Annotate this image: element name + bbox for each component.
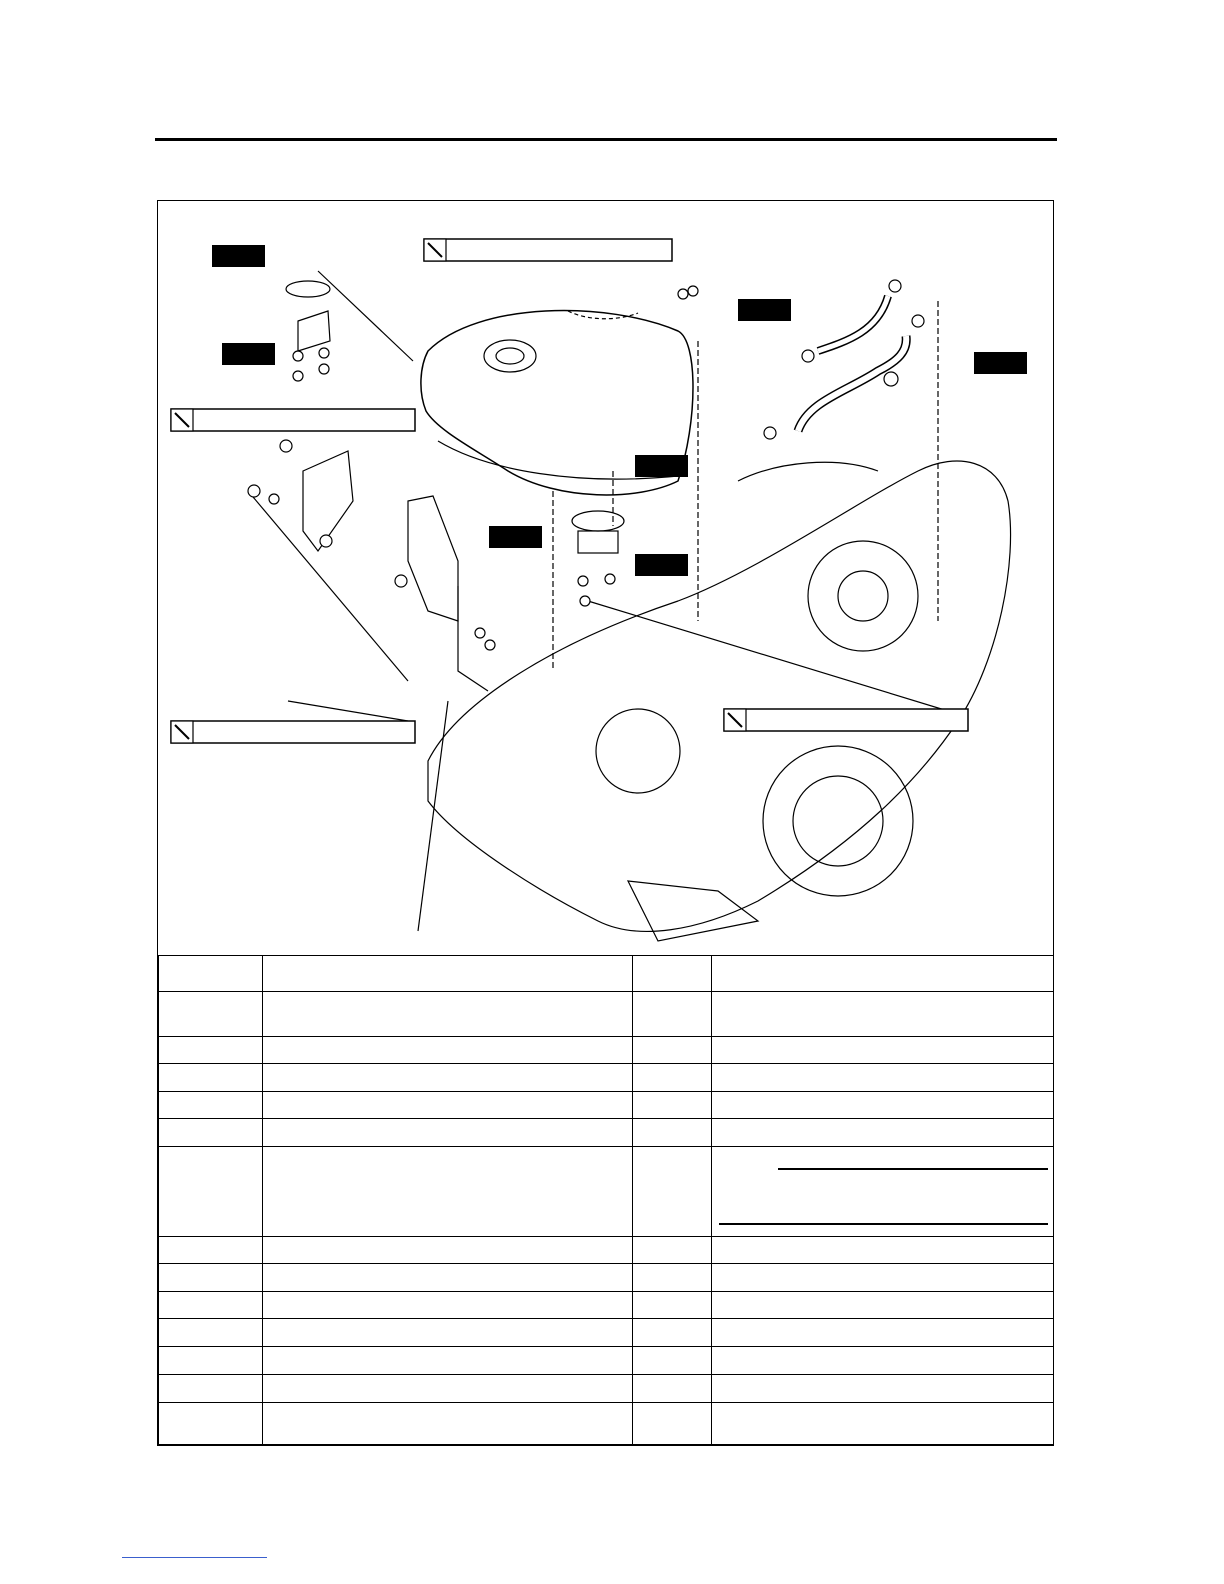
- exploded-view-svg: [158, 201, 1053, 955]
- table-cell: [263, 1037, 633, 1064]
- bolt: [248, 485, 260, 497]
- table-cell: [159, 1347, 263, 1375]
- table-cell: [263, 1292, 633, 1319]
- bolt: [688, 286, 698, 296]
- bolt: [578, 576, 588, 586]
- table-cell: [159, 1264, 263, 1292]
- table-row: [159, 1064, 1054, 1092]
- table-row: [159, 1037, 1054, 1064]
- tank-front-damper: [286, 281, 330, 297]
- bolt: [320, 535, 332, 547]
- footer-link-underline: [122, 1557, 267, 1558]
- fuel-cock-gasket: [572, 511, 624, 531]
- table-cell: [263, 1147, 633, 1237]
- rear-hub: [838, 571, 888, 621]
- table-cell: [712, 1375, 1054, 1403]
- table-cell: [712, 1092, 1054, 1119]
- table-cell: [263, 1264, 633, 1292]
- table-cell: [712, 1119, 1054, 1147]
- table-cell: [263, 1064, 633, 1092]
- table-cell: [712, 1037, 1054, 1064]
- table-row: [159, 1347, 1054, 1375]
- table-cell: [633, 1037, 712, 1064]
- hose-clamp: [884, 372, 898, 386]
- table-cell: [633, 1147, 712, 1237]
- table-cell: [712, 1347, 1054, 1375]
- parts-table: [158, 955, 1054, 1445]
- leader-line: [458, 586, 488, 691]
- table-cell: [159, 1292, 263, 1319]
- table-cell: [263, 1092, 633, 1119]
- fuel-breather-hose: [818, 296, 888, 351]
- torque-callout: [171, 409, 415, 431]
- table-cell: [159, 992, 263, 1037]
- table-cell: [712, 956, 1054, 992]
- bolt: [395, 575, 407, 587]
- hose-clamp: [764, 427, 776, 439]
- table-cell: [633, 1064, 712, 1092]
- bolt: [475, 628, 485, 638]
- leader-line: [248, 491, 408, 681]
- table-cell: [633, 1119, 712, 1147]
- leader-line: [418, 701, 448, 931]
- table-cell: [712, 1319, 1054, 1347]
- side-cover-inner: [408, 496, 458, 621]
- leader-line: [588, 601, 948, 711]
- table-row: [159, 992, 1054, 1037]
- bolt: [280, 440, 292, 452]
- bolt: [293, 351, 303, 361]
- table-cell: [633, 1292, 712, 1319]
- bolt: [269, 494, 279, 504]
- seat-outline: [738, 462, 878, 481]
- table-cell: [263, 992, 633, 1037]
- table-row: [159, 1264, 1054, 1292]
- table-cell: [712, 992, 1054, 1037]
- table-cell: [159, 1147, 263, 1237]
- label-box: [635, 455, 688, 477]
- bolt: [293, 371, 303, 381]
- torque-callout: [171, 721, 415, 743]
- table-cell: [633, 1264, 712, 1292]
- table-cell: [633, 1092, 712, 1119]
- table-cell: [712, 1264, 1054, 1292]
- hose-clamp: [802, 350, 814, 362]
- label-box: [635, 554, 688, 576]
- header-rule: [155, 138, 1057, 141]
- table-cell: [633, 1237, 712, 1264]
- parts-table-body: [159, 956, 1054, 1445]
- table-cell: [633, 1375, 712, 1403]
- leader-line: [288, 701, 408, 721]
- table-cell: [159, 956, 263, 992]
- bolt: [605, 574, 615, 584]
- table-row: [159, 956, 1054, 992]
- table-row: [159, 1092, 1054, 1119]
- table-row: [159, 1375, 1054, 1403]
- note-rule: [778, 1168, 1048, 1170]
- bolt: [485, 640, 495, 650]
- table-cell: [159, 1119, 263, 1147]
- hose-clamp: [889, 280, 901, 292]
- rear-wheel: [808, 541, 918, 651]
- table-cell: [633, 956, 712, 992]
- leader-line: [318, 271, 413, 361]
- table-cell: [633, 1347, 712, 1375]
- fuel-cap: [484, 340, 536, 372]
- table-cell: [159, 1064, 263, 1092]
- bolt: [580, 596, 590, 606]
- table-cell: [159, 1237, 263, 1264]
- table-cell: [263, 1347, 633, 1375]
- table-row: [159, 1119, 1054, 1147]
- table-row: [159, 1237, 1054, 1264]
- table-cell: [263, 1403, 633, 1445]
- table-cell: [159, 1037, 263, 1064]
- hose-clamp: [912, 315, 924, 327]
- table-cell: [263, 1375, 633, 1403]
- air-cleaner-cover: [596, 709, 680, 793]
- table-cell: [159, 1403, 263, 1445]
- fuel-cap-inner: [496, 348, 524, 364]
- table-cell: [263, 956, 633, 992]
- table-cell: [712, 1064, 1054, 1092]
- table-cell: [633, 1403, 712, 1445]
- fuel-cock: [578, 531, 618, 553]
- table-cell: [712, 1237, 1054, 1264]
- table-row: [159, 1292, 1054, 1319]
- note-rule: [719, 1223, 1048, 1225]
- torque-callout: [424, 239, 672, 261]
- table-cell: [159, 1375, 263, 1403]
- exploded-view-diagram: [158, 201, 1053, 955]
- table-cell: [712, 1292, 1054, 1319]
- table-cell: [263, 1119, 633, 1147]
- table-cell: [159, 1092, 263, 1119]
- bolt: [319, 364, 329, 374]
- table-cell: [712, 1403, 1054, 1445]
- bolt: [319, 348, 329, 358]
- label-box: [222, 343, 275, 365]
- table-cell: [263, 1237, 633, 1264]
- label-box: [974, 352, 1027, 374]
- table-cell: [159, 1319, 263, 1347]
- table-cell: [263, 1319, 633, 1347]
- label-box: [489, 526, 542, 548]
- label-box: [738, 299, 791, 321]
- tank-front-bracket: [298, 311, 330, 351]
- table-row: [159, 1319, 1054, 1347]
- bolt: [678, 289, 688, 299]
- table-cell: [633, 1319, 712, 1347]
- table-row: [159, 1403, 1054, 1445]
- label-box: [212, 245, 265, 267]
- torque-callout: [724, 709, 968, 731]
- table-cell: [633, 992, 712, 1037]
- engine-cover: [763, 746, 913, 896]
